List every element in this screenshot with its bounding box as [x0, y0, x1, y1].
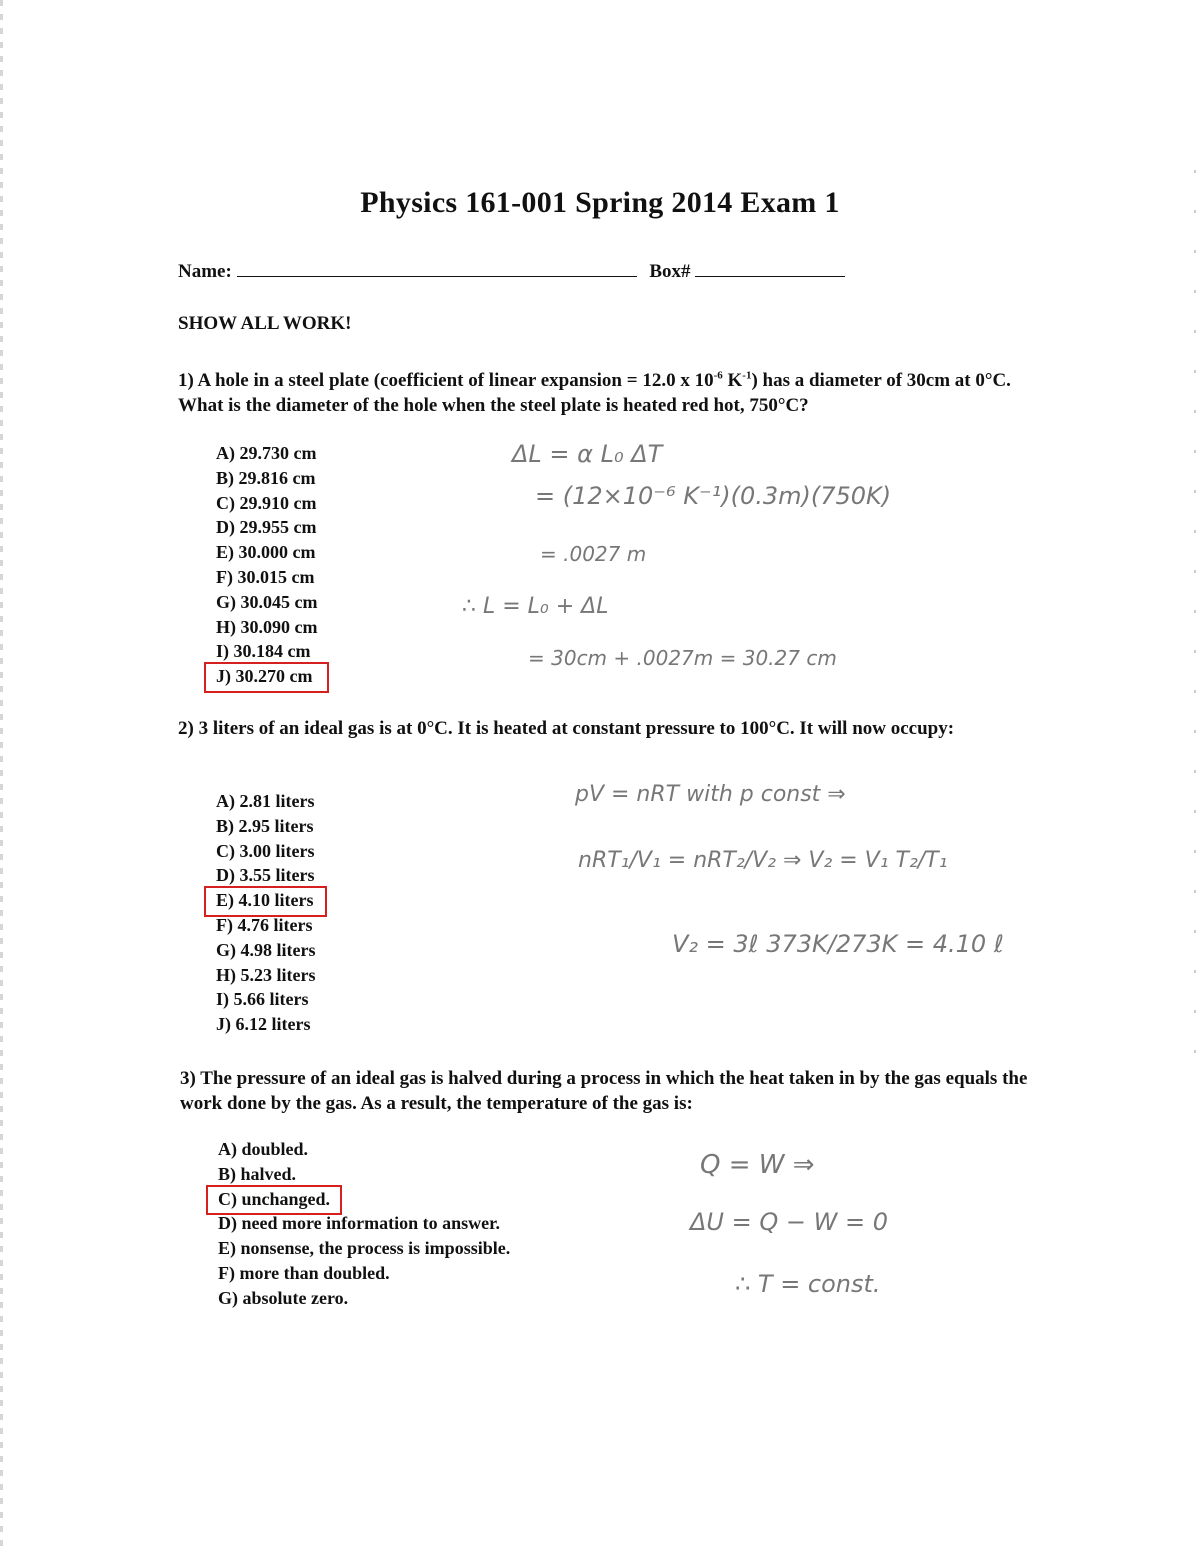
choice-i[interactable]: I) 30.184 cm: [216, 641, 311, 662]
handwritten-work: V₂ = 3ℓ 373K/273K = 4.10 ℓ: [672, 930, 1004, 958]
question-number: 2): [178, 718, 194, 739]
choice-d[interactable]: D) 29.955 cm: [216, 517, 317, 538]
choice-f[interactable]: F) 30.015 cm: [216, 566, 315, 587]
question-1-choices: [216, 441, 317, 689]
choice-a[interactable]: A) 2.81 liters: [216, 791, 315, 811]
question-text-part: K: [722, 370, 743, 391]
choice-b[interactable]: B) halved.: [218, 1163, 297, 1184]
choice-j[interactable]: J) 6.12 liters: [216, 1014, 311, 1035]
instruction: SHOW ALL WORK!: [178, 313, 352, 334]
handwritten-work: = .0027 m: [540, 542, 647, 566]
choice-f[interactable]: F) 4.76 liters: [216, 914, 313, 935]
handwritten-work: Q = W ⇒: [700, 1150, 815, 1180]
choice-c[interactable]: C) 3.00 liters: [216, 840, 315, 861]
choice-b[interactable]: B) 29.816 cm: [216, 467, 316, 488]
handwritten-work: ΔU = Q − W = 0: [690, 1208, 888, 1236]
choice-e[interactable]: E) nonsense, the process is impossible.: [218, 1238, 511, 1259]
handwritten-work: nRT₁/V₁ = nRT₂/V₂ ⇒ V₂ = V₁ T₂/T₁: [578, 848, 948, 873]
question-text-part: ) has a diameter of 30cm at 0°C. What is the diameter of the hole when the steel plate is heated red hot, 750°C?: [178, 370, 1011, 416]
question-3-text: [180, 1066, 1030, 1116]
box-field[interactable]: [695, 258, 845, 277]
choice-h[interactable]: H) 5.23 liters: [216, 964, 316, 985]
choice-j[interactable]: J) 30.270 cm: [216, 664, 317, 689]
choice-a[interactable]: A) doubled.: [218, 1139, 309, 1159]
handwritten-work: ∴ T = const.: [735, 1270, 881, 1298]
handwritten-work: = (12×10⁻⁶ K⁻¹)(0.3m)(750K): [535, 482, 892, 510]
handwritten-work: ∴ L = L₀ + ΔL: [462, 594, 609, 619]
box-label: Box#: [649, 261, 691, 282]
question-text-part: The pressure of an ideal gas is halved during a process in which the heat taken in by the gas equals the work done by the gas. As a result, the temperature of the gas is:: [180, 1068, 1028, 1114]
question-1-text: [178, 368, 1038, 418]
choice-c[interactable]: C) unchanged.: [218, 1187, 330, 1212]
choice-g[interactable]: G) absolute zero.: [218, 1287, 349, 1308]
handwritten-work: ΔL = α L₀ ΔT: [512, 440, 663, 468]
exam-title: Physics 161-001 Spring 2014 Exam 1: [360, 186, 840, 219]
choice-f[interactable]: F) more than doubled.: [218, 1262, 390, 1283]
exponent: -1: [742, 369, 752, 382]
question-2-choices: [216, 789, 315, 1037]
choice-d[interactable]: D) need more information to answer.: [218, 1213, 500, 1234]
name-row: [178, 258, 845, 283]
scan-edge-right: [1194, 170, 1196, 1070]
choice-g[interactable]: G) 4.98 liters: [216, 939, 316, 960]
handwritten-work: = 30cm + .0027m = 30.27 cm: [528, 646, 837, 670]
question-number: 3): [180, 1068, 196, 1089]
choice-b[interactable]: B) 2.95 liters: [216, 815, 314, 836]
question-2-text: [178, 716, 1038, 741]
exponent: -6: [713, 369, 723, 382]
choice-e[interactable]: E) 4.10 liters: [216, 888, 315, 913]
choice-g[interactable]: G) 30.045 cm: [216, 591, 318, 612]
scan-edge-left: [0, 0, 3, 1553]
choice-i[interactable]: I) 5.66 liters: [216, 989, 309, 1010]
choice-e[interactable]: E) 30.000 cm: [216, 542, 316, 563]
question-number: 1): [178, 370, 194, 391]
name-label: Name:: [178, 261, 232, 282]
choice-a[interactable]: A) 29.730 cm: [216, 443, 317, 463]
handwritten-work: pV = nRT with p const ⇒: [575, 782, 846, 807]
question-3-choices: [218, 1137, 510, 1311]
question-text-part: 3 liters of an ideal gas is at 0°C. It is heated at constant pressure to 100°C. It will now occupy:: [198, 718, 955, 739]
question-text-part: A hole in a steel plate (coefficient of linear expansion = 12.0 x 10: [197, 370, 714, 391]
name-field[interactable]: [237, 258, 637, 277]
choice-h[interactable]: H) 30.090 cm: [216, 616, 318, 637]
choice-d[interactable]: D) 3.55 liters: [216, 865, 315, 886]
choice-c[interactable]: C) 29.910 cm: [216, 492, 317, 513]
